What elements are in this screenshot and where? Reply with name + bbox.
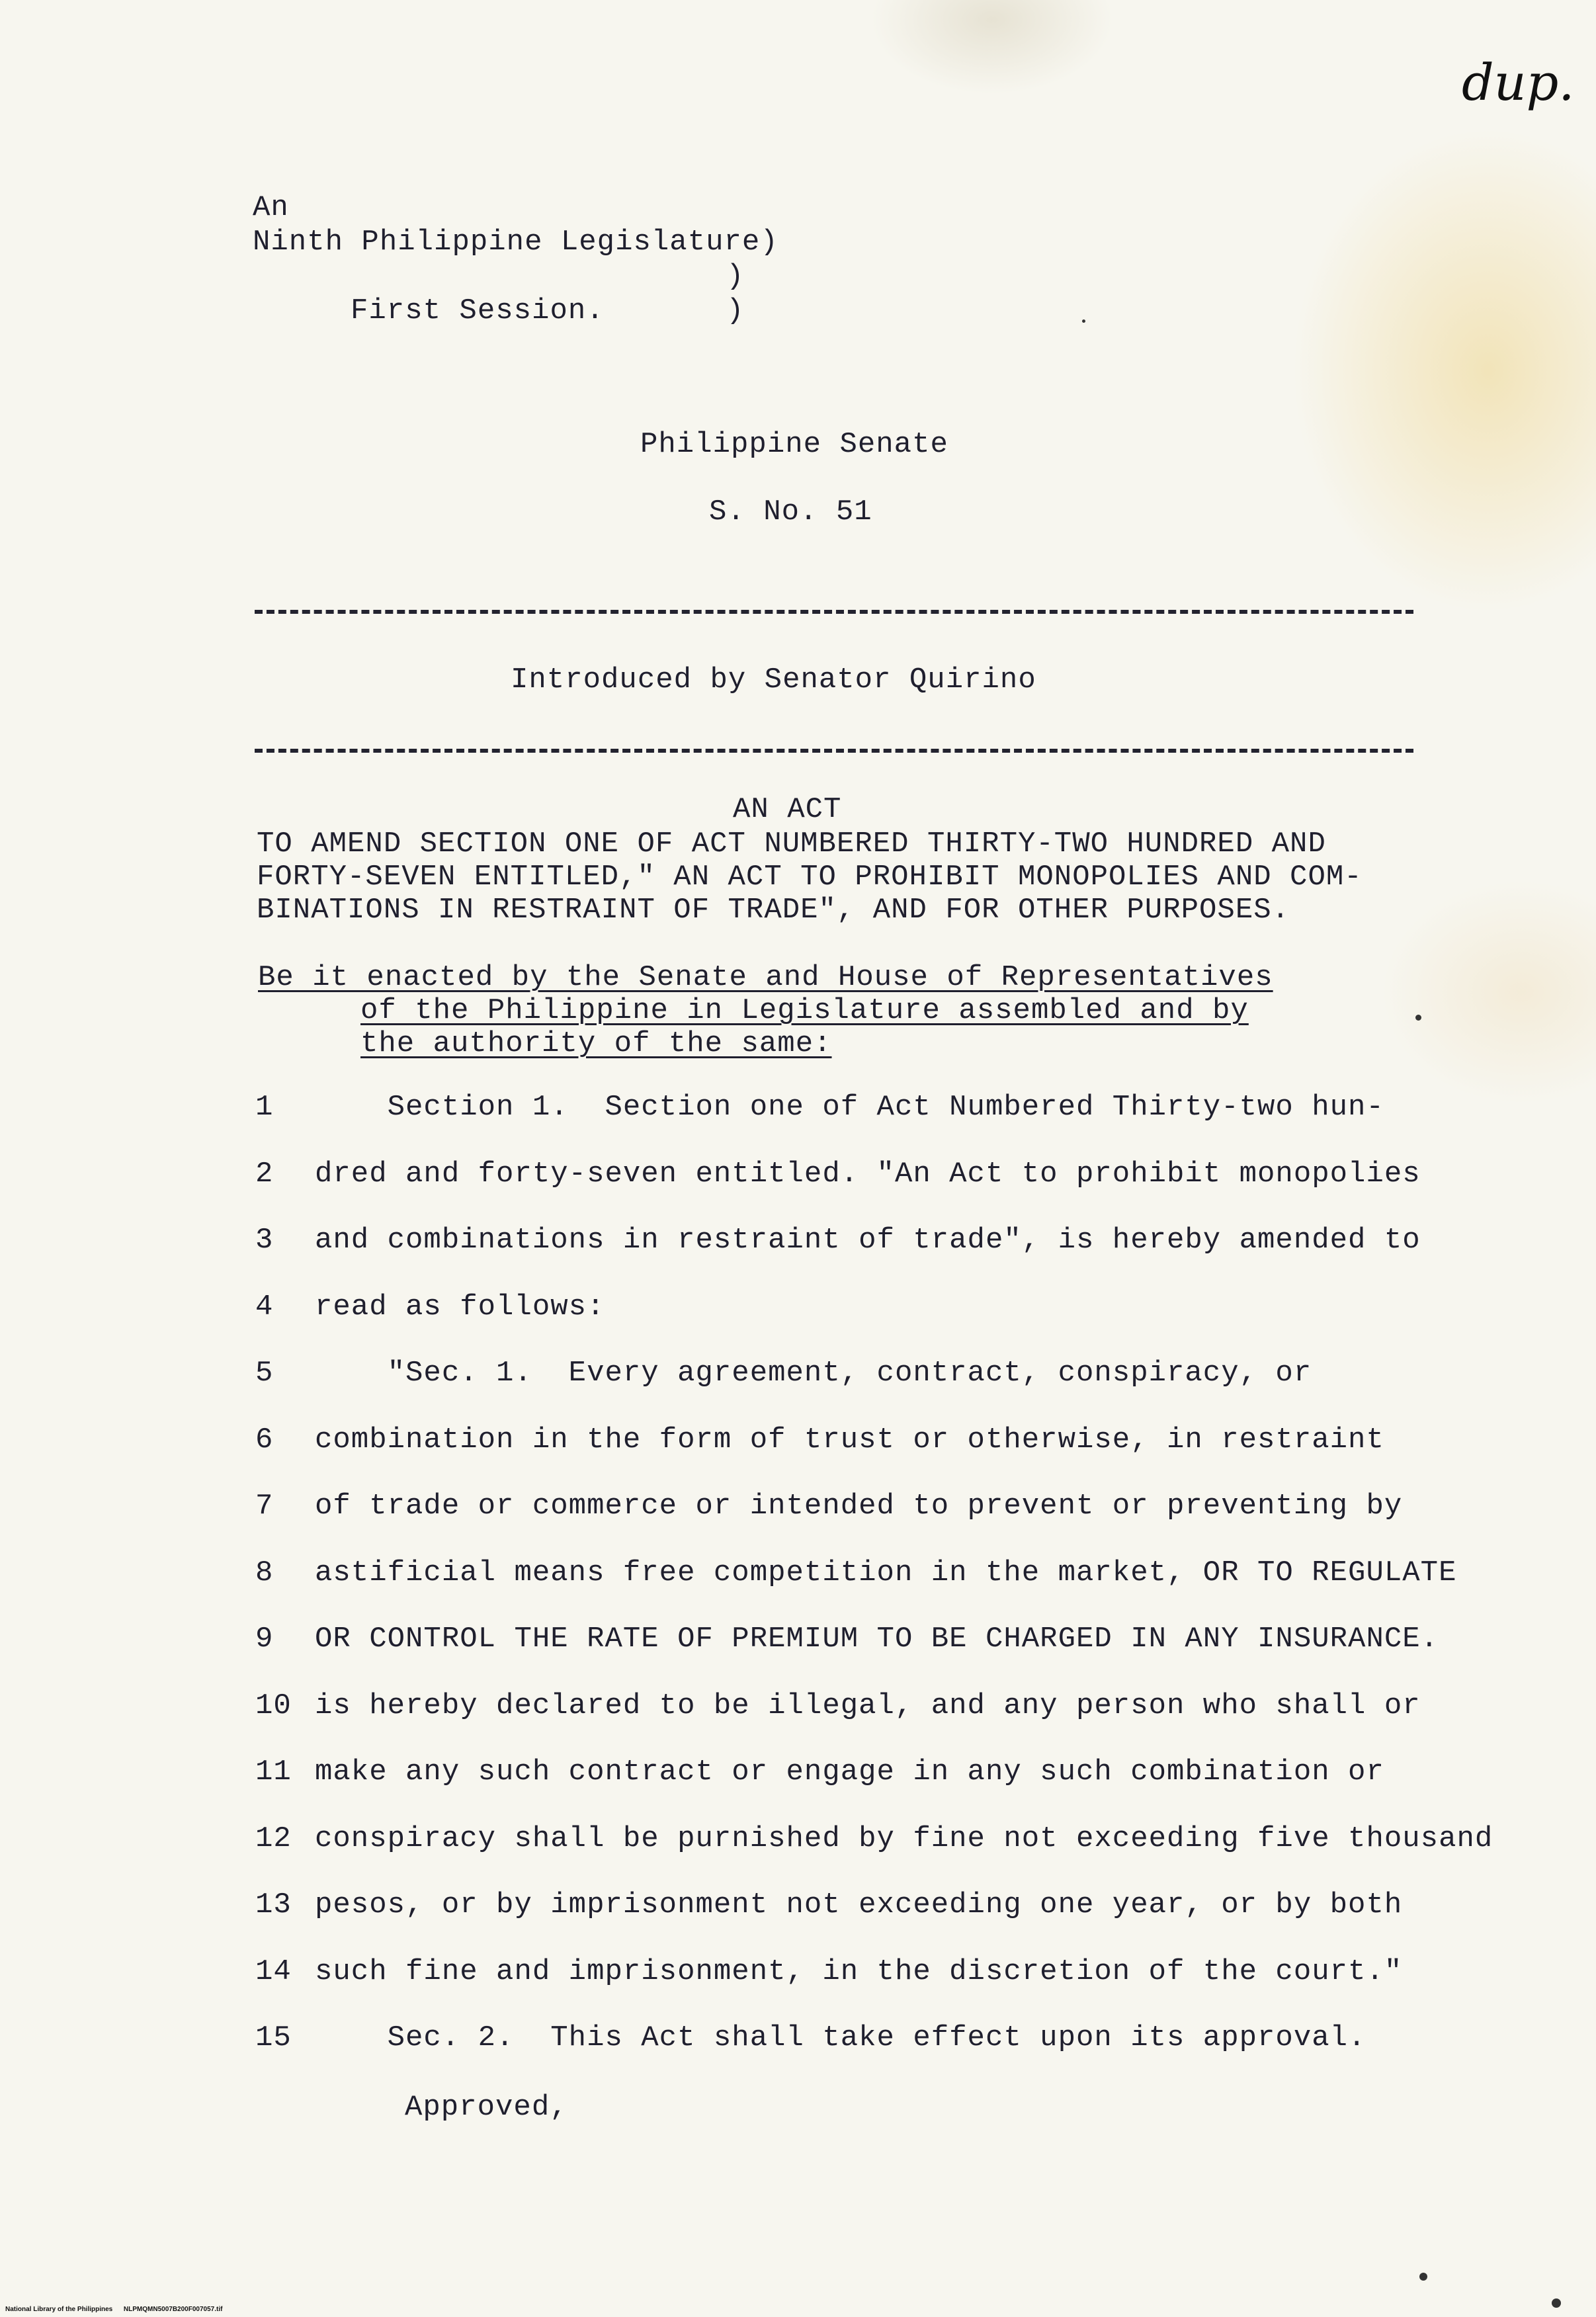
body-line-text: read as follows: [315,1290,605,1324]
enacting-clause-line-1: Be it enacted by the Senate and House of Representatives [258,961,1273,994]
handwritten-annotation: dup. [1462,53,1575,112]
body-line-text: astificial means free competition in the market, OR TO REGULATE [315,1556,1457,1589]
line-number: 4 [255,1290,274,1324]
enacting-clause-line-3: the authority of the same: [360,1027,832,1060]
title-line-2: FORTY-SEVEN ENTITLED," AN ACT TO PROHIBIT MONOPOLIES AND COM- [257,861,1363,894]
body-line-text: make any such contract or engage in any such combination or [315,1755,1384,1789]
chamber-title: Philippine Senate [640,428,948,461]
line-number: 15 [255,2021,292,2054]
dashed-rule-top [255,610,1413,614]
line-number: 7 [255,1490,274,1523]
title-line-1: TO AMEND SECTION ONE OF ACT NUMBERED THIRTY-TWO HUNDRED AND [257,827,1326,861]
line-number: 8 [255,1556,274,1589]
approved-label: Approved, [405,2091,568,2124]
line-number: 1 [255,1091,274,1124]
line-number: 3 [255,1224,274,1257]
line-number: 14 [255,1955,292,1988]
body-line-text: pesos, or by imprisonment not exceeding one year, or by both [315,1888,1403,1921]
scan-speck [1082,319,1085,323]
dashed-rule-bottom [255,749,1413,753]
body-line-text: and combinations in restraint of trade", is hereby amended to [315,1224,1421,1257]
body-line-text: is hereby declared to be illegal, and any person who shall or [315,1689,1421,1722]
header-session: First Session. [351,294,605,327]
act-heading: AN ACT [733,793,842,826]
line-number: 9 [255,1622,274,1656]
header-legislature: Ninth Philippine Legislature) [253,226,778,259]
scan-speck [1415,1015,1421,1021]
body-line-text: of trade or commerce or intended to prevent or preventing by [315,1490,1403,1523]
footer-file: NLPMQMN5007B200F007057.tif [123,2306,223,2313]
line-number: 12 [255,1822,292,1855]
body-line-text: such fine and imprisonment, in the discretion of the court." [315,1955,1403,1988]
line-number: 6 [255,1423,274,1456]
header-session-paren: ) [726,294,745,327]
line-number: 13 [255,1888,292,1921]
line-number: 5 [255,1357,274,1390]
introduced-by: Introduced by Senator Quirino [511,663,1036,696]
header-paren: ) [726,260,745,293]
header-an: An [253,191,289,224]
footer-library: National Library of the Philippines [5,2306,113,2313]
line-number: 2 [255,1158,274,1191]
scan-speck [1419,2273,1427,2281]
enacting-clause-line-2: of the Philippine in Legislature assembled and by [360,994,1249,1027]
line-number: 10 [255,1689,292,1722]
body-line-text: Section 1. Section one of Act Numbered Thirty-two hun- [315,1091,1384,1124]
scan-speck [1552,2298,1561,2308]
body-line-text: conspiracy shall be purnished by fine not exceeding five thousand [315,1822,1493,1855]
body-line-text: combination in the form of trust or otherwise, in restraint [315,1423,1384,1456]
body-line-text: OR CONTROL THE RATE OF PREMIUM TO BE CHARGED IN ANY INSURANCE. [315,1622,1439,1656]
scan-footer [5,2306,222,2313]
bill-number: S. No. 51 [709,495,872,528]
body-line-text: "Sec. 1. Every agreement, contract, conspiracy, or [315,1357,1312,1390]
title-line-3: BINATIONS IN RESTRAINT OF TRADE", AND FOR OTHER PURPOSES. [257,894,1290,927]
body-line-text: Sec. 2. This Act shall take effect upon its approval. [315,2021,1366,2054]
body-line-text: dred and forty-seven entitled. "An Act to prohibit monopolies [315,1158,1421,1191]
line-number: 11 [255,1755,292,1789]
